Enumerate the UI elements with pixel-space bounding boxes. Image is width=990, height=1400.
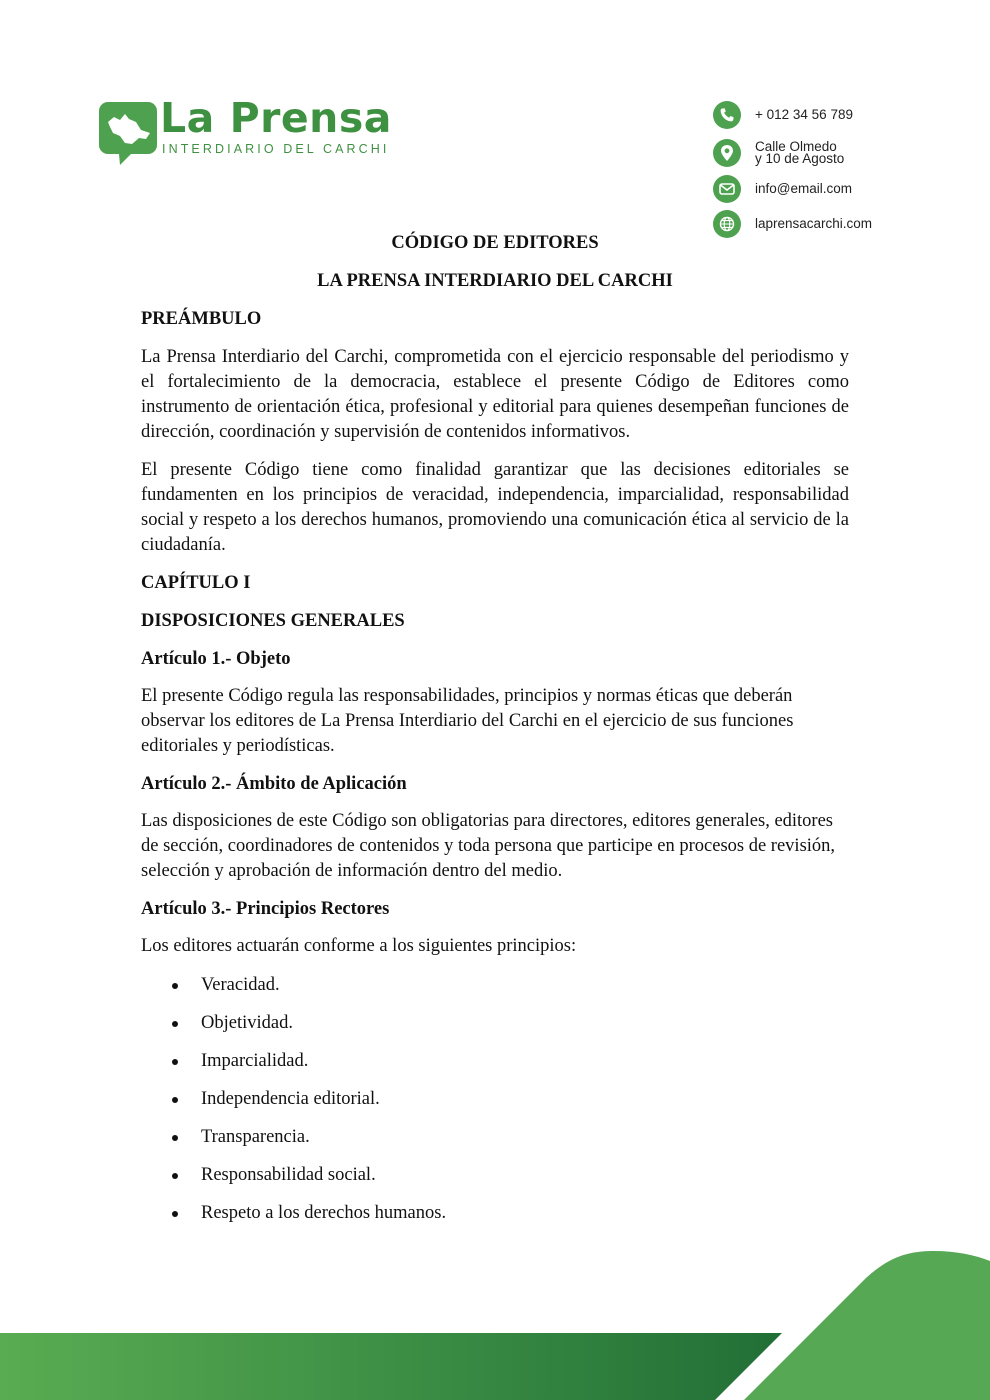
article-3-heading: Artículo 3.- Principios Rectores xyxy=(141,899,390,919)
principles-list xyxy=(141,973,849,1225)
list-item: Veracidad. xyxy=(141,973,849,997)
document-subtitle: LA PRENSA INTERDIARIO DEL CARCHI xyxy=(317,271,673,291)
location-pin-icon xyxy=(713,139,741,167)
chapter-heading: CAPÍTULO I xyxy=(141,573,251,593)
chapter-title: DISPOSICIONES GENERALES xyxy=(141,611,405,631)
phone-icon xyxy=(713,101,741,129)
article-3-intro: Los editores actuarán conforme a los siguientes principios: xyxy=(141,936,577,956)
document-body xyxy=(141,231,849,1225)
preamble-paragraph-1: La Prensa Interdiario del Carchi, comprometida con el ejercicio responsable del periodismo y el fortalecimiento de la democracia, establece el presente Código de Editores como instrumento de orientación ética, profesional y editorial para quienes desempeñan funciones de dirección, coordinación y supervisión de contenidos informativos. xyxy=(141,347,849,442)
brand-logo xyxy=(98,94,398,166)
contact-email xyxy=(713,175,852,203)
address-line-2: y 10 de Agosto xyxy=(755,151,845,166)
footer-decoration xyxy=(0,1230,990,1400)
list-item: Objetividad. xyxy=(141,1011,849,1035)
list-item: Transparencia. xyxy=(141,1125,849,1149)
email-icon xyxy=(713,175,741,203)
phone-number[interactable]: + 012 34 56 789 xyxy=(755,107,853,122)
contact-address xyxy=(713,139,844,167)
email-link[interactable]: info@email.com xyxy=(755,181,852,196)
preamble-paragraph-2: El presente Código tiene como finalidad garantizar que las decisiones editoriales se fundamenten en los principios de veracidad, independencia, imparcialidad, responsabilidad social y respeto a los derechos humanos, promoviendo una comunicación ética al servicio de la ciudadanía. xyxy=(141,460,849,555)
list-item: Respeto a los derechos humanos. xyxy=(141,1201,849,1225)
article-2-text: Las disposiciones de este Código son obligatorias para directores, editores generales, editores de sección, coordinadores de contenidos y toda persona que participe en procesos de revisión, selección y aprobación de información dentro del medio. xyxy=(141,811,836,881)
brand-tagline: INTERDIARIO DEL CARCHI xyxy=(162,142,390,156)
contact-phone xyxy=(713,101,853,129)
list-item: Responsabilidad social. xyxy=(141,1163,849,1187)
article-2-heading: Artículo 2.- Ámbito de Aplicación xyxy=(141,774,407,794)
list-item: Independencia editorial. xyxy=(141,1087,849,1111)
preamble-heading: PREÁMBULO xyxy=(141,309,262,329)
brand-name: La Prensa xyxy=(160,94,392,142)
address-line-1: Calle Olmedo xyxy=(755,139,837,154)
article-1-heading: Artículo 1.- Objeto xyxy=(141,649,291,669)
website-link[interactable]: laprensacarchi.com xyxy=(755,216,873,231)
article-1-text: El presente Código regula las responsabilidades, principios y normas éticas que deberán observar los editores de La Prensa Interdiario del Carchi en el ejercicio de sus funciones editoriales y periodísticas. xyxy=(141,686,794,756)
speech-bubble-map-icon xyxy=(98,100,158,166)
list-item: Imparcialidad. xyxy=(141,1049,849,1073)
document-title: CÓDIGO DE EDITORES xyxy=(391,233,599,253)
